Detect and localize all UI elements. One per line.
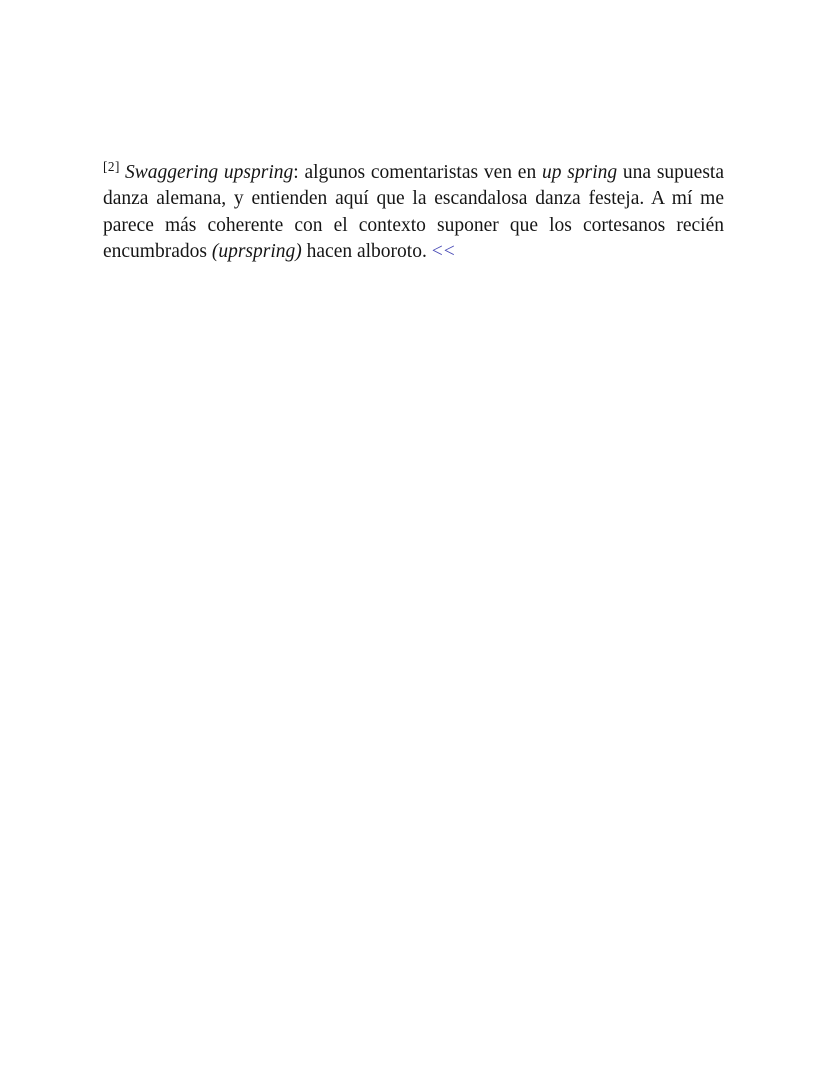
footnote-text-italic-upspring: up spring: [542, 162, 618, 183]
footnote-text-segment: : algunos comentaristas ven en: [293, 162, 542, 183]
footnote-marker: [2]: [103, 158, 120, 174]
footnote-text-segment: una supuesta danza alemana, y entienden aquí que la escandalosa danza festeja. A mí me parece más coherente con el contexto suponer que los cortesanos recién encumbrados: [103, 162, 724, 262]
footnote-text-italic-lead: Swaggering upspring: [124, 162, 294, 183]
footnote-paragraph: [103, 160, 724, 265]
footnote-text-italic-uprspring: (uprspring): [211, 240, 302, 262]
footnote-block: [103, 160, 724, 265]
footnote-backlink[interactable]: <<: [431, 240, 456, 262]
footnote-text-segment: hacen alboroto.: [301, 240, 432, 262]
